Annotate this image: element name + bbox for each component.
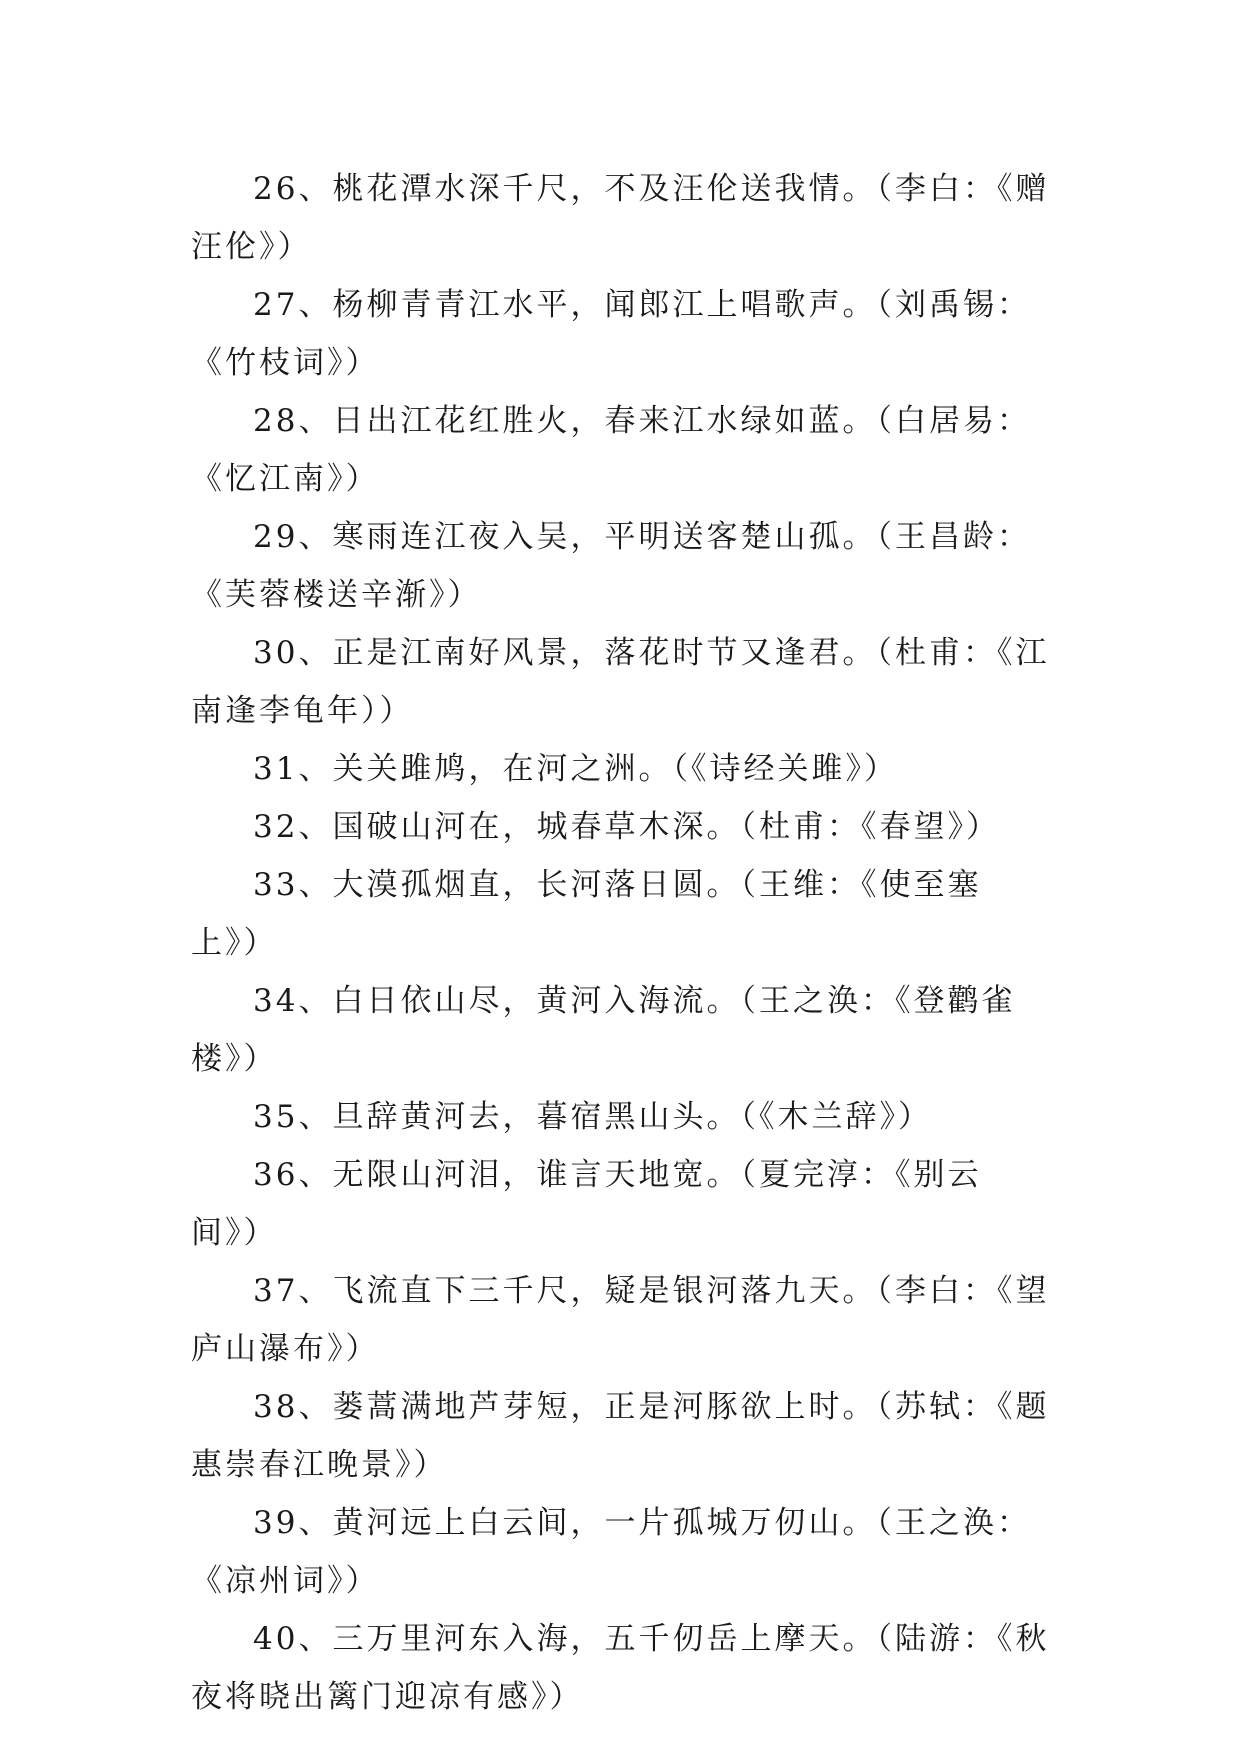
poem-line-30: 30、正是江南好风景，落花时节又逢君。（杜甫：《江南逢李龟年）） <box>191 635 1050 729</box>
poem-line-27: 27、杨柳青青江水平，闻郎江上唱歌声。（刘禹锡：《竹枝词》） <box>191 287 1031 381</box>
document-page <box>191 160 1051 1726</box>
poem-line-28: 28、日出江花红胜火，春来江水绿如蓝。（白居易：《忆江南》） <box>191 403 1031 497</box>
poem-line-37: 37、飞流直下三千尺，疑是银河落九天。（李白：《望庐山瀑布》） <box>191 1273 1050 1367</box>
poem-line-31: 31、关关雎鸠，在河之洲。（《诗经关雎》） <box>253 751 898 787</box>
poem-line-38: 38、蒌蒿满地芦芽短，正是河豚欲上时。（苏轼：《题惠崇春江晚景》） <box>191 1389 1050 1483</box>
poem-line-39: 39、黄河远上白云间，一片孤城万仞山。（王之涣：《凉州词》） <box>191 1505 1031 1599</box>
poem-line-34: 34、白日依山尽，黄河入海流。（王之涣：《登鹳雀楼》） <box>191 983 1016 1077</box>
poem-line-32: 32、国破山河在，城春草木深。（杜甫：《春望》） <box>253 809 1000 845</box>
poem-line-26: 26、桃花潭水深千尺，不及汪伦送我情。（李白：《赠汪伦》） <box>191 171 1050 265</box>
poem-line-33: 33、大漠孤烟直，长河落日圆。（王维：《使至塞上》） <box>191 867 982 961</box>
poem-line-35: 35、旦辞黄河去，暮宿黑山头。（《木兰辞》） <box>253 1099 932 1135</box>
poem-line-40: 40、三万里河东入海，五千仞岳上摩天。（陆游：《秋夜将晓出篱门迎凉有感》） <box>191 1621 1050 1715</box>
poem-line-36: 36、无限山河泪，谁言天地宽。（夏完淳：《别云间》） <box>191 1157 982 1251</box>
poem-line-29: 29、寒雨连江夜入吴，平明送客楚山孤。（王昌龄：《芙蓉楼送辛渐》） <box>191 519 1031 613</box>
